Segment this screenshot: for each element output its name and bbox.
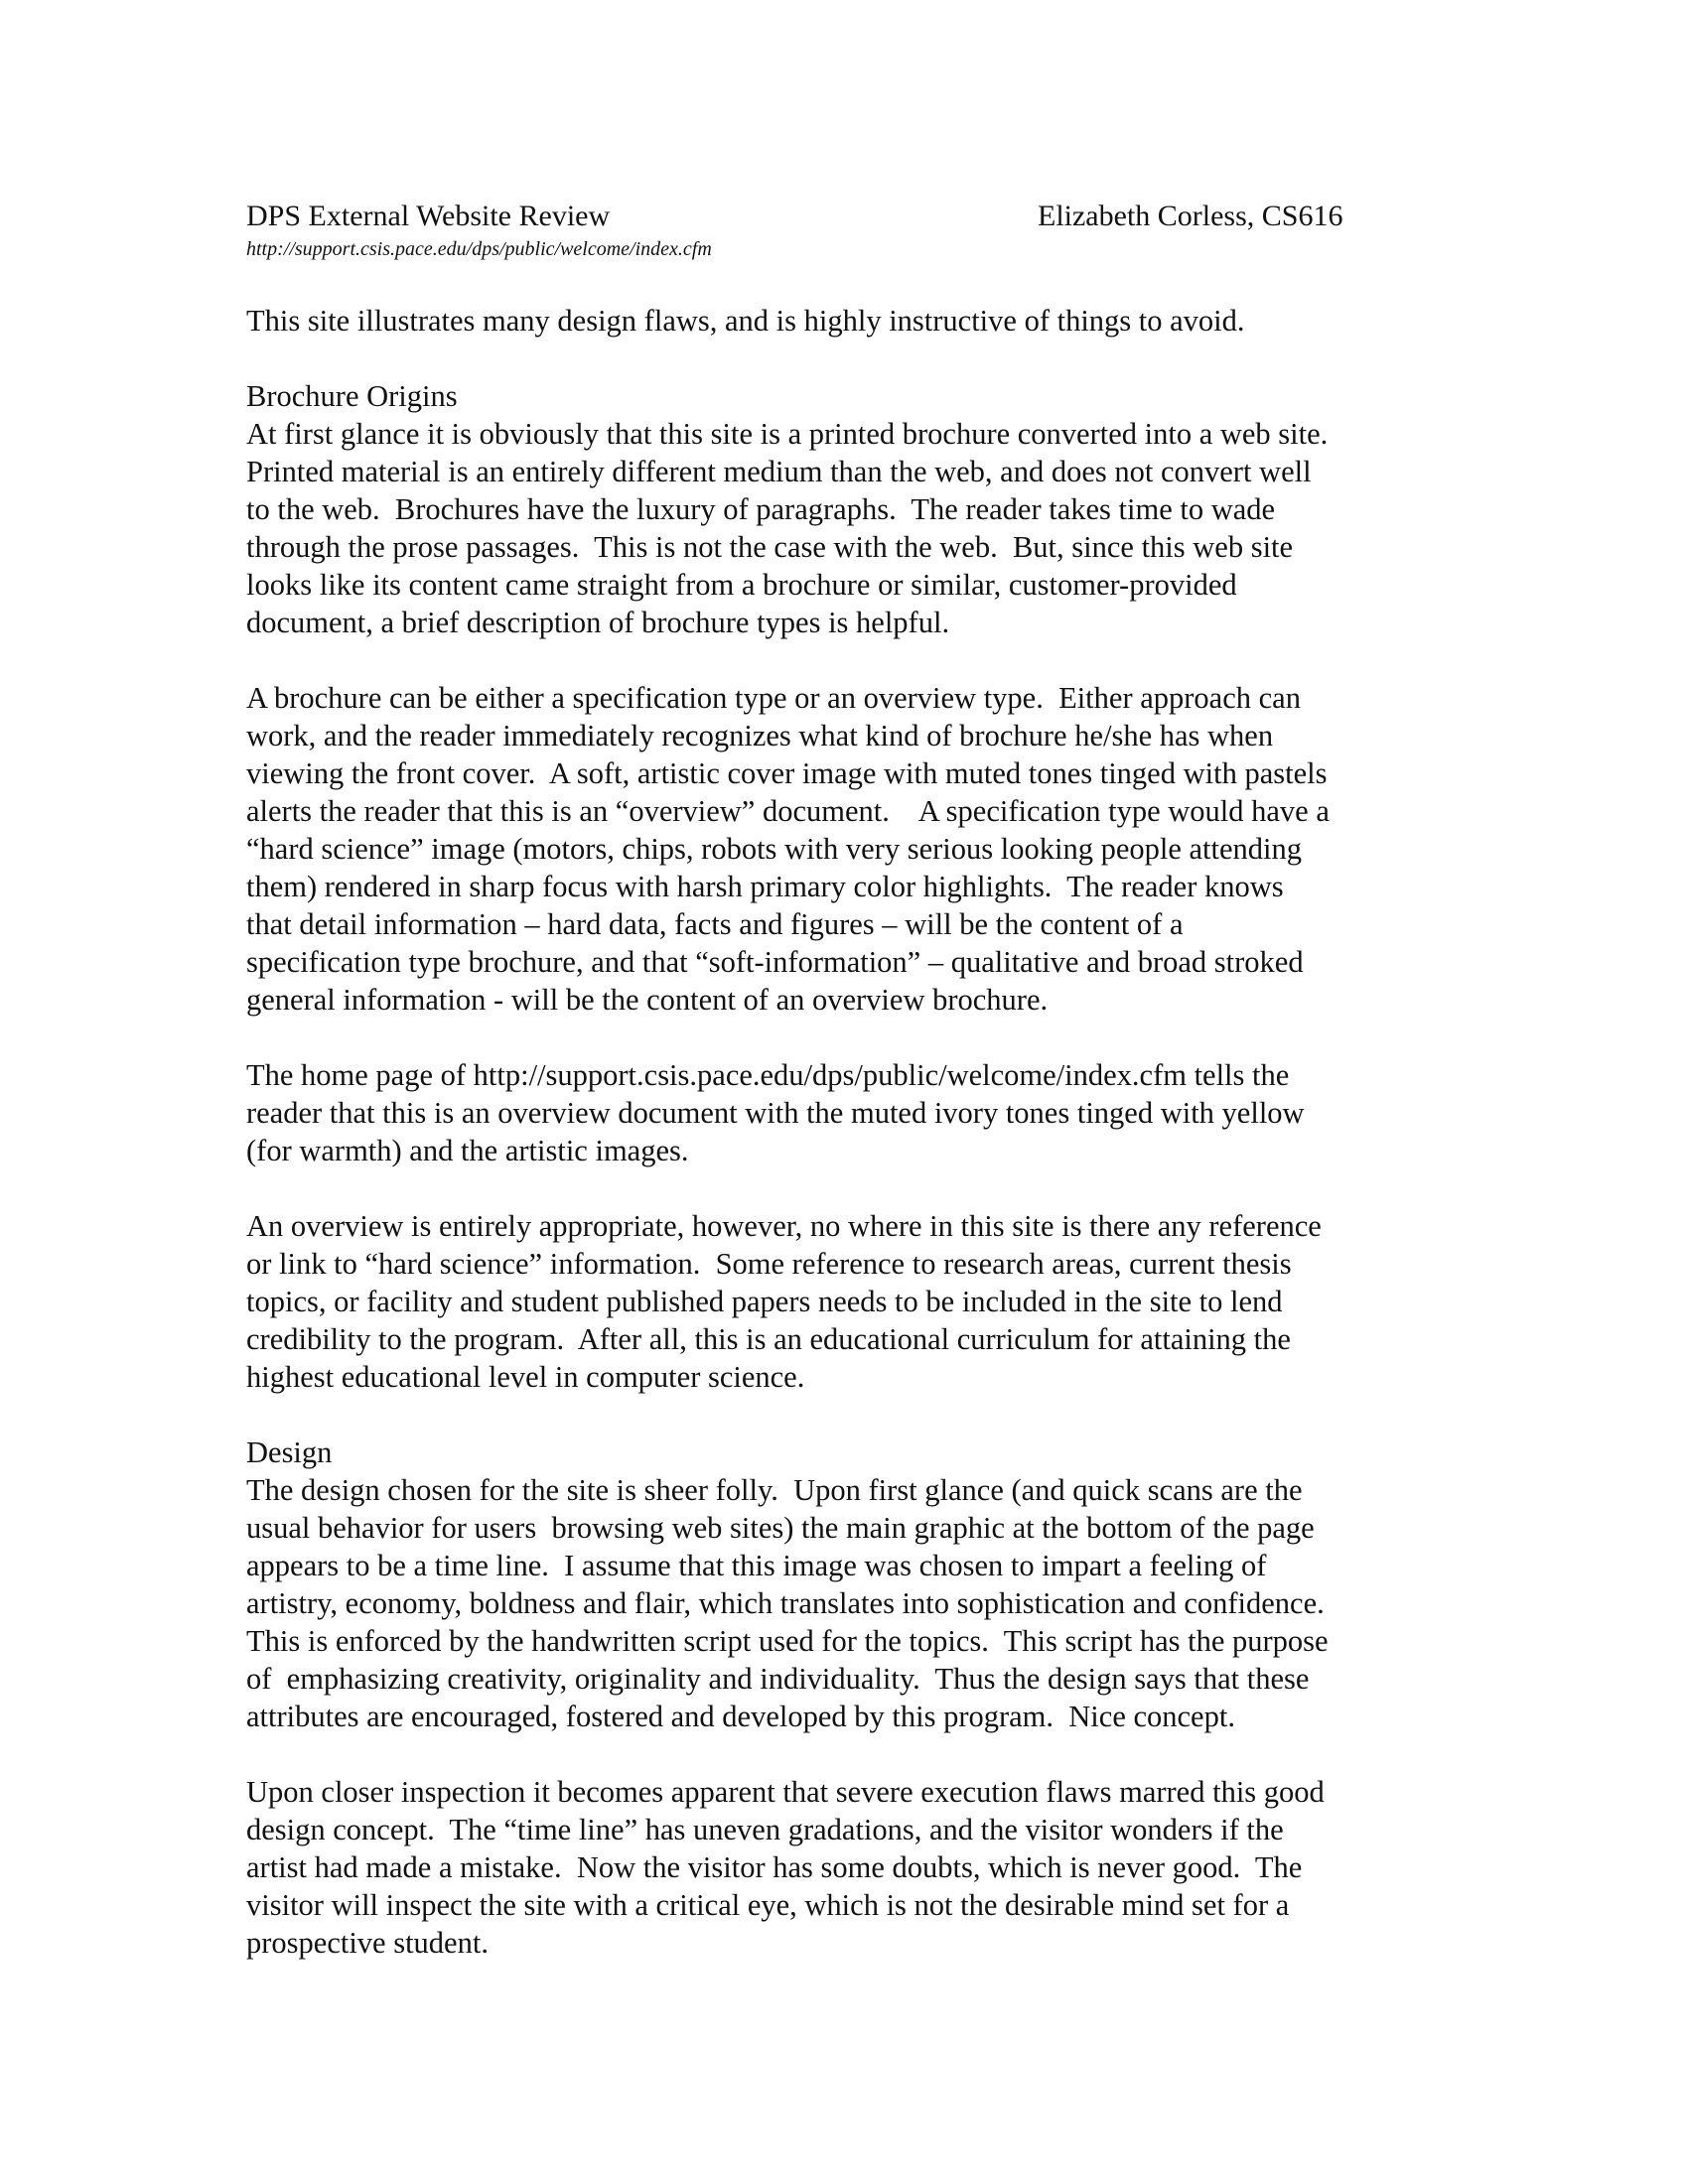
- text-line: This site illustrates many design flaws, and is highly instructive of things to avoid.: [246, 304, 1245, 338]
- brochure-types-paragraph: [246, 679, 1438, 1019]
- text-line: artistry, economy, boldness and flair, which translates into sophistication and confidence.: [246, 1586, 1325, 1620]
- design-section: [246, 1433, 1438, 1735]
- text-line: viewing the front cover. A soft, artistic cover image with muted tones tinged with pastels: [246, 756, 1328, 790]
- paragraph-gap: [246, 340, 1438, 377]
- paragraph-gap: [246, 1019, 1438, 1056]
- text-line: (for warmth) and the artistic images.: [246, 1134, 689, 1167]
- text-line: The design chosen for the site is sheer folly. Upon first glance (and quick scans are the: [246, 1473, 1303, 1507]
- overview-paragraph: [246, 1207, 1438, 1396]
- text-line: alerts the reader that this is an “overview” document. A specification type would have a: [246, 794, 1330, 828]
- text-line: or link to “hard science” information. Some reference to research areas, current thesis: [246, 1247, 1292, 1281]
- text-line: to the web. Brochures have the luxury of paragraphs. The reader takes time to wade: [246, 492, 1276, 526]
- section-heading: Design: [246, 1435, 333, 1469]
- document-page: [246, 197, 1438, 1962]
- text-line: that detail information – hard data, facts and figures – will be the content of a: [246, 907, 1184, 941]
- text-line: A brochure can be either a specification type or an overview type. Either approach can: [246, 681, 1301, 715]
- text-line: artist had made a mistake. Now the visitor has some doubts, which is never good. The: [246, 1850, 1303, 1884]
- paragraph-gap: [246, 641, 1438, 679]
- intro-paragraph: [246, 302, 1438, 340]
- text-line: An overview is entirely appropriate, however, no where in this site is there any reference: [246, 1209, 1322, 1243]
- text-line: reader that this is an overview document with the muted ivory tones tinged with yellow: [246, 1096, 1305, 1130]
- text-line: attributes are encouraged, fostered and developed by this program. Nice concept.: [246, 1700, 1235, 1733]
- text-line: looks like its content came straight from a brochure or similar, customer-provided: [246, 568, 1237, 602]
- text-line: prospective student.: [246, 1926, 489, 1960]
- text-line: them) rendered in sharp focus with harsh primary color highlights. The reader knows: [246, 870, 1284, 903]
- text-line: credibility to the program. After all, this is an educational curriculum for attaining the: [246, 1322, 1291, 1356]
- paragraph-gap: [246, 1169, 1438, 1207]
- text-line: usual behavior for users browsing web sites) the main graphic at the bottom of the page: [246, 1511, 1315, 1545]
- text-line: visitor will inspect the site with a critical eye, which is not the desirable mind set for a: [246, 1888, 1290, 1922]
- author-line: Elizabeth Corless, CS616: [1038, 200, 1343, 232]
- text-line: highest educational level in computer science.: [246, 1360, 805, 1394]
- text-line: topics, or facility and student published papers needs to be included in the site to lend: [246, 1285, 1283, 1318]
- text-line: of emphasizing creativity, originality and individuality. Thus the design says that these: [246, 1662, 1310, 1696]
- reviewed-site-url: http://support.csis.pace.edu/dps/public/welcome/index.cfm: [246, 238, 712, 260]
- text-line: through the prose passages. This is not the case with the web. But, since this web site: [246, 530, 1294, 564]
- text-line: document, a brief description of brochure types is helpful.: [246, 606, 950, 639]
- text-line: Upon closer inspection it becomes apparent that severe execution flaws marred this good: [246, 1775, 1325, 1809]
- text-line: The home page of http://support.csis.pace.edu/dps/public/welcome/index.cfm tells the: [246, 1058, 1290, 1092]
- brochure-origins-section: [246, 377, 1438, 641]
- text-line: This is enforced by the handwritten script used for the topics. This script has the purpose: [246, 1624, 1329, 1658]
- text-line: “hard science” image (motors, chips, robots with very serious looking people attending: [246, 832, 1302, 866]
- text-line: appears to be a time line. I assume that this image was chosen to impart a feeling of: [246, 1549, 1267, 1582]
- text-line: general information - will be the content of an overview brochure.: [246, 983, 1049, 1017]
- home-page-paragraph: [246, 1056, 1438, 1169]
- text-line: specification type brochure, and that “soft-information” – qualitative and broad stroked: [246, 945, 1304, 979]
- text-line: Printed material is an entirely different medium than the web, and does not convert well: [246, 455, 1312, 488]
- text-line: design concept. The “time line” has uneven gradations, and the visitor wonders if the: [246, 1813, 1284, 1846]
- document-header: [246, 197, 1438, 236]
- text-line: work, and the reader immediately recognizes what kind of brochure he/she has when: [246, 719, 1274, 752]
- execution-flaws-paragraph: [246, 1773, 1438, 1962]
- paragraph-gap: [246, 1735, 1438, 1773]
- document-title: DPS External Website Review: [246, 200, 611, 232]
- section-heading: Brochure Origins: [246, 379, 458, 413]
- paragraph-gap: [246, 1396, 1438, 1433]
- text-line: At first glance it is obviously that this site is a printed brochure converted into a web site.: [246, 417, 1329, 451]
